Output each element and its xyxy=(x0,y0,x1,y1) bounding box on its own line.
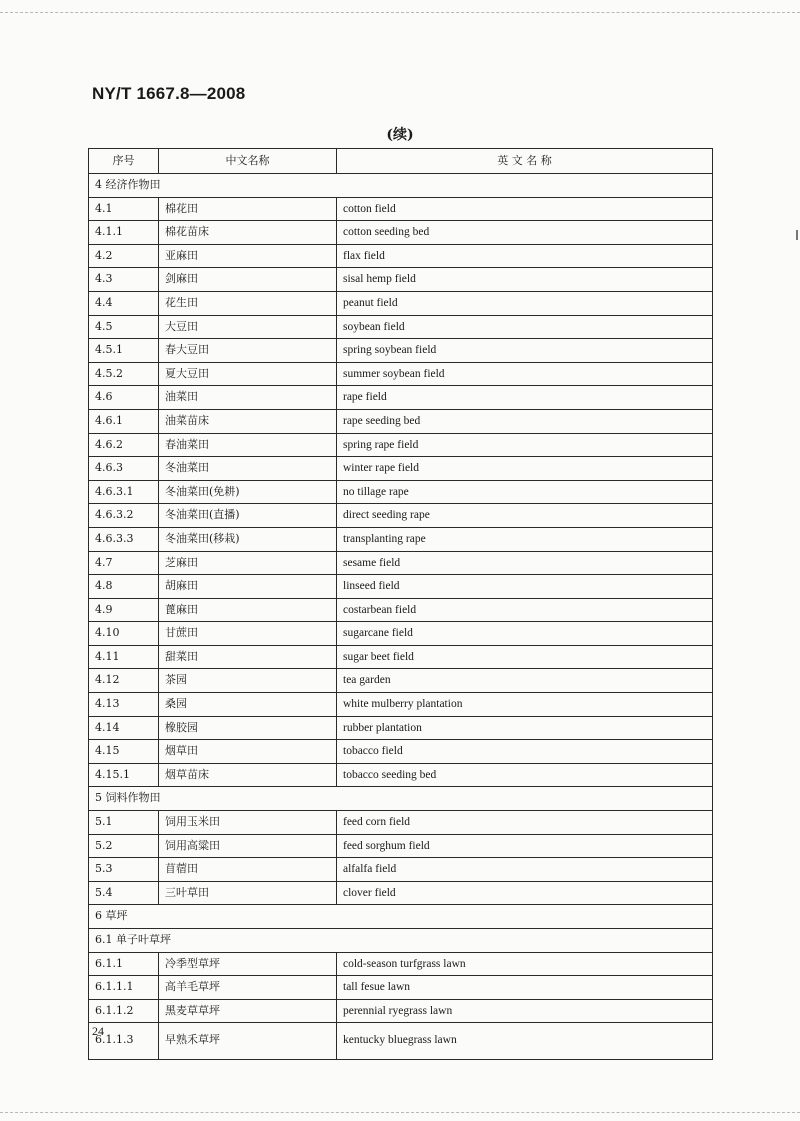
section-title: 4 经济作物田 xyxy=(89,174,713,198)
term-row xyxy=(89,268,713,292)
term-english-name: rape field xyxy=(337,386,713,410)
term-chinese-name: 冬油菜田(移栽) xyxy=(159,527,337,551)
term-english-name: sugar beet field xyxy=(337,645,713,669)
term-number: 4.6.2 xyxy=(89,433,159,457)
term-chinese-name: 烟草田 xyxy=(159,740,337,764)
term-english-name: costarbean field xyxy=(337,598,713,622)
term-row xyxy=(89,976,713,1000)
term-number: 4.10 xyxy=(89,622,159,646)
terms-table xyxy=(88,148,713,1060)
term-row xyxy=(89,811,713,835)
term-row xyxy=(89,834,713,858)
term-english-name: feed corn field xyxy=(337,811,713,835)
term-number: 4.13 xyxy=(89,693,159,717)
term-row xyxy=(89,881,713,905)
term-english-name: soybean field xyxy=(337,315,713,339)
table-header-row xyxy=(89,149,713,174)
term-number: 5.3 xyxy=(89,858,159,882)
scan-margin-mark xyxy=(796,230,798,240)
term-row xyxy=(89,669,713,693)
term-english-name: tea garden xyxy=(337,669,713,693)
column-header-chinese-name: 中文名称 xyxy=(159,149,337,174)
term-number: 4.8 xyxy=(89,575,159,599)
standard-code: NY/T 1667.8—2008 xyxy=(92,84,246,103)
term-chinese-name: 油菜田 xyxy=(159,386,337,410)
term-row xyxy=(89,480,713,504)
term-chinese-name: 胡麻田 xyxy=(159,575,337,599)
term-row xyxy=(89,952,713,976)
section-title: 6 草坪 xyxy=(89,905,713,929)
term-chinese-name: 冬油菜田(免耕) xyxy=(159,480,337,504)
term-row xyxy=(89,504,713,528)
column-header-number: 序号 xyxy=(89,149,159,174)
term-number: 4.6.3.2 xyxy=(89,504,159,528)
term-english-name: cold-season turfgrass lawn xyxy=(337,952,713,976)
term-row xyxy=(89,716,713,740)
term-chinese-name: 饲用玉米田 xyxy=(159,811,337,835)
term-number: 4.1 xyxy=(89,197,159,221)
term-chinese-name: 橡胶园 xyxy=(159,716,337,740)
term-row xyxy=(89,433,713,457)
term-number: 5.4 xyxy=(89,881,159,905)
term-row xyxy=(89,315,713,339)
term-english-name: summer soybean field xyxy=(337,362,713,386)
term-number: 4.6 xyxy=(89,386,159,410)
term-english-name: alfalfa field xyxy=(337,858,713,882)
section-row xyxy=(89,929,713,953)
term-row xyxy=(89,339,713,363)
continued-label: (续) xyxy=(386,127,414,143)
term-chinese-name: 冬油菜田(直播) xyxy=(159,504,337,528)
term-number: 6.1.1.1 xyxy=(89,976,159,1000)
term-chinese-name: 三叶草田 xyxy=(159,881,337,905)
term-english-name: tobacco seeding bed xyxy=(337,763,713,787)
term-chinese-name: 冷季型草坪 xyxy=(159,952,337,976)
term-number: 4.15 xyxy=(89,740,159,764)
term-english-name: feed sorghum field xyxy=(337,834,713,858)
section-row xyxy=(89,905,713,929)
term-row xyxy=(89,740,713,764)
term-english-name: peanut field xyxy=(337,291,713,315)
term-english-name: clover field xyxy=(337,881,713,905)
term-chinese-name: 茶园 xyxy=(159,669,337,693)
term-row xyxy=(89,622,713,646)
term-row xyxy=(89,291,713,315)
term-english-name: direct seeding rape xyxy=(337,504,713,528)
term-number: 4.14 xyxy=(89,716,159,740)
scan-artifact-top xyxy=(0,12,800,13)
term-number: 4.1.1 xyxy=(89,221,159,245)
scan-artifact-bottom xyxy=(0,1112,800,1113)
term-number: 6.1.1 xyxy=(89,952,159,976)
term-english-name: winter rape field xyxy=(337,457,713,481)
section-row xyxy=(89,787,713,811)
term-number: 4.9 xyxy=(89,598,159,622)
term-english-name: flax field xyxy=(337,244,713,268)
term-chinese-name: 甘蔗田 xyxy=(159,622,337,646)
term-english-name: spring rape field xyxy=(337,433,713,457)
term-row xyxy=(89,244,713,268)
term-number: 4.6.3.3 xyxy=(89,527,159,551)
term-chinese-name: 油菜苗床 xyxy=(159,409,337,433)
term-chinese-name: 苜蓿田 xyxy=(159,858,337,882)
term-english-name: transplanting rape xyxy=(337,527,713,551)
column-header-english-name: 英 文 名 称 xyxy=(337,149,713,174)
term-english-name: tall fesue lawn xyxy=(337,976,713,1000)
term-number: 4.6.3.1 xyxy=(89,480,159,504)
term-chinese-name: 甜菜田 xyxy=(159,645,337,669)
term-chinese-name: 夏大豆田 xyxy=(159,362,337,386)
term-english-name: sesame field xyxy=(337,551,713,575)
term-english-name: linseed field xyxy=(337,575,713,599)
section-title: 6.1 单子叶草坪 xyxy=(89,929,713,953)
term-chinese-name: 烟草苗床 xyxy=(159,763,337,787)
page-number: 24 xyxy=(92,1024,104,1038)
term-chinese-name: 蓖麻田 xyxy=(159,598,337,622)
term-number: 4.5.2 xyxy=(89,362,159,386)
term-number: 4.7 xyxy=(89,551,159,575)
section-row xyxy=(89,174,713,198)
term-english-name: kentucky bluegrass lawn xyxy=(337,1023,713,1060)
term-chinese-name: 花生田 xyxy=(159,291,337,315)
term-chinese-name: 桑园 xyxy=(159,693,337,717)
term-number: 4.6.1 xyxy=(89,409,159,433)
term-english-name: sugarcane field xyxy=(337,622,713,646)
term-row xyxy=(89,575,713,599)
term-chinese-name: 冬油菜田 xyxy=(159,457,337,481)
term-chinese-name: 春油菜田 xyxy=(159,433,337,457)
term-english-name: rape seeding bed xyxy=(337,409,713,433)
term-english-name: white mulberry plantation xyxy=(337,693,713,717)
term-number: 6.1.1.3 xyxy=(89,1023,159,1060)
term-chinese-name: 早熟禾草坪 xyxy=(159,1023,337,1060)
term-chinese-name: 芝麻田 xyxy=(159,551,337,575)
term-number: 4.5.1 xyxy=(89,339,159,363)
term-number: 4.4 xyxy=(89,291,159,315)
term-number: 6.1.1.2 xyxy=(89,999,159,1023)
term-chinese-name: 大豆田 xyxy=(159,315,337,339)
term-number: 4.3 xyxy=(89,268,159,292)
term-chinese-name: 剑麻田 xyxy=(159,268,337,292)
term-chinese-name: 棉花田 xyxy=(159,197,337,221)
term-row xyxy=(89,598,713,622)
term-row xyxy=(89,386,713,410)
term-english-name: cotton field xyxy=(337,197,713,221)
term-row xyxy=(89,197,713,221)
term-english-name: rubber plantation xyxy=(337,716,713,740)
term-number: 4.15.1 xyxy=(89,763,159,787)
term-row xyxy=(89,551,713,575)
term-english-name: no tillage rape xyxy=(337,480,713,504)
term-chinese-name: 高羊毛草坪 xyxy=(159,976,337,1000)
term-english-name: tobacco field xyxy=(337,740,713,764)
term-row xyxy=(89,1023,713,1060)
term-number: 4.5 xyxy=(89,315,159,339)
term-chinese-name: 黑麦草草坪 xyxy=(159,999,337,1023)
term-chinese-name: 棉花苗床 xyxy=(159,221,337,245)
term-row xyxy=(89,858,713,882)
term-number: 4.12 xyxy=(89,669,159,693)
term-number: 5.1 xyxy=(89,811,159,835)
term-chinese-name: 春大豆田 xyxy=(159,339,337,363)
term-number: 4.2 xyxy=(89,244,159,268)
term-number: 5.2 xyxy=(89,834,159,858)
term-english-name: perennial ryegrass lawn xyxy=(337,999,713,1023)
term-chinese-name: 亚麻田 xyxy=(159,244,337,268)
term-row xyxy=(89,693,713,717)
term-row xyxy=(89,409,713,433)
term-row xyxy=(89,645,713,669)
term-english-name: spring soybean field xyxy=(337,339,713,363)
term-row xyxy=(89,763,713,787)
term-number: 4.11 xyxy=(89,645,159,669)
term-row xyxy=(89,999,713,1023)
term-english-name: cotton seeding bed xyxy=(337,221,713,245)
term-row xyxy=(89,221,713,245)
term-row xyxy=(89,457,713,481)
term-english-name: sisal hemp field xyxy=(337,268,713,292)
term-chinese-name: 饲用高粱田 xyxy=(159,834,337,858)
terms-table-body xyxy=(89,174,713,1060)
section-title: 5 饲料作物田 xyxy=(89,787,713,811)
term-row xyxy=(89,527,713,551)
term-row xyxy=(89,362,713,386)
term-number: 4.6.3 xyxy=(89,457,159,481)
